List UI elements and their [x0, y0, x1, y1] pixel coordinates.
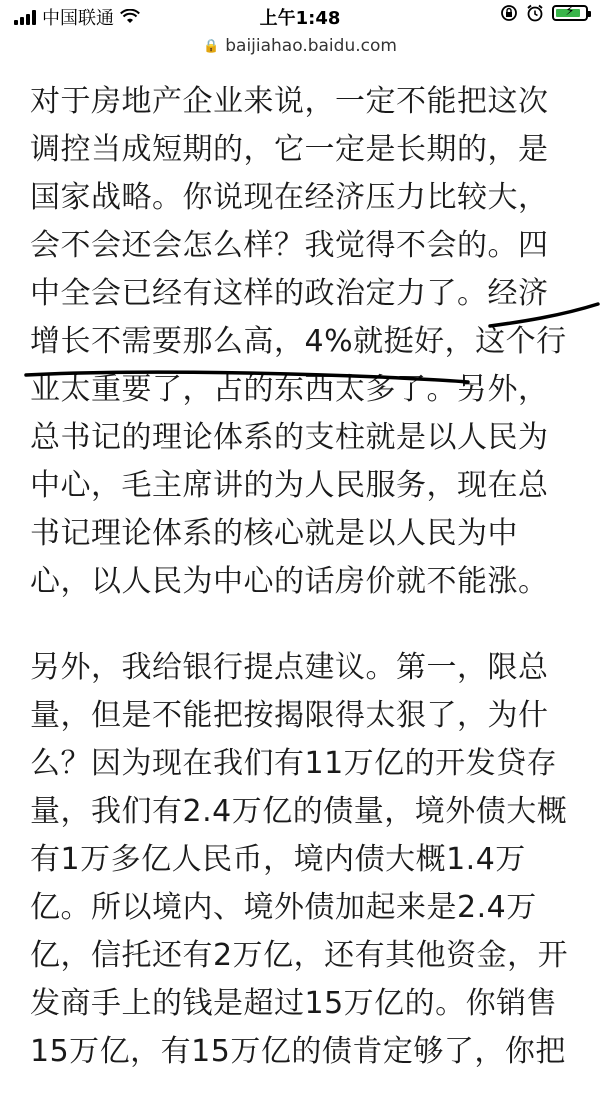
clock: 上午1:48 — [259, 8, 341, 29]
article-paragraph-1 — [30, 78, 578, 606]
paragraph-1-text-end: 这个行业太重要了，占的东西太多了。另外，总书记的理论体系的支柱就是以人民为中心，毛主席讲的为人民服务，现在总书记理论体系的核心就是以人民为中心，以人民为中心的话房价就不能涨。 — [30, 324, 567, 599]
status-bar — [0, 0, 600, 30]
article-paragraph-2: 另外，我给银行提点建议。第一，限总量，但是不能把按揭限得太狠了，为什么？因为现在我们有11万亿的开发贷存量，我们有2.4万亿的债量，境外债大概有1万多亿人民币，境内债大概1.4万亿。所以境内、境外债加起来是2.4万亿，信托还有2万亿，还有其他资金，开发商手上的钱是超过15万亿的。你销售15万亿，有15万亿的债肯定够了，你把 — [30, 650, 569, 1069]
rotation-lock-icon — [500, 4, 518, 22]
status-icons — [500, 4, 588, 22]
address-bar[interactable] — [0, 30, 600, 62]
paragraph-1-text-start: 对于房地产企业来说，一定不能把这次调控当成短期的，它一定是长期的，是国家战略。你说现在经济压力比较大，会不会还会怎么样？我觉得不会的。四中全会已经有这样的政治定力了。 — [30, 84, 549, 311]
article-body — [30, 78, 578, 1114]
url-text[interactable]: baijiahao.baidu.com — [225, 36, 397, 56]
battery-icon: ⚡ — [552, 5, 588, 21]
carrier-name: 中国联通 — [42, 8, 114, 29]
lock-icon: 🔒 — [203, 38, 220, 54]
underlined-highlight: 经济增长不需要那么高，4%就挺好， — [30, 276, 549, 359]
alarm-icon — [526, 4, 544, 22]
